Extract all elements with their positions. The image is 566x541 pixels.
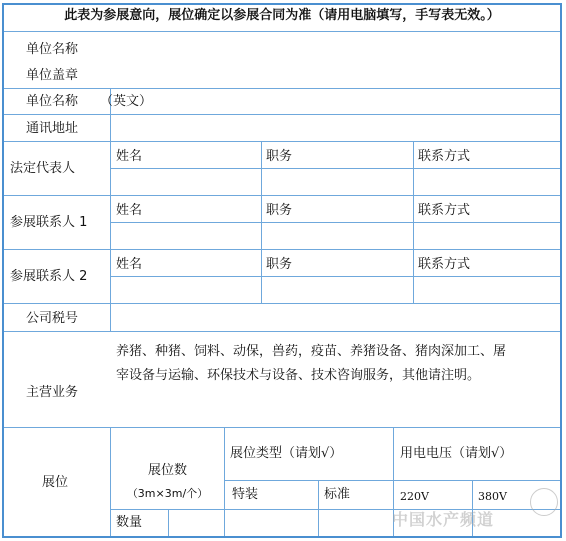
contact2-title-label: 职务: [266, 257, 293, 272]
booth-type-label: 展位类型（请划√）: [230, 446, 343, 461]
v380-label: 380V: [478, 490, 507, 503]
legal-rep-title-field[interactable]: [262, 169, 413, 195]
unit-name-field[interactable]: [111, 32, 560, 88]
divider: [4, 195, 560, 196]
divider: [4, 88, 560, 89]
booth-label: 展位: [42, 475, 69, 490]
contact1-title-label: 职务: [266, 203, 293, 218]
standard-booth-check[interactable]: [319, 510, 393, 536]
divider: [4, 427, 560, 428]
divider: [224, 480, 560, 481]
special-booth-label: 特装: [232, 487, 259, 502]
contact2-name-label: 姓名: [116, 257, 143, 272]
tax-no-label: 公司税号: [26, 311, 79, 326]
watermark-logo-icon: [530, 488, 558, 516]
contact1-label: 参展联系人 1: [10, 215, 88, 230]
divider: [4, 141, 560, 142]
booth-unit-label: （3m×3m/个）: [126, 487, 209, 500]
v220-label: 220V: [400, 490, 429, 503]
booth-count-label: 展位数: [147, 463, 187, 478]
contact2-title-field[interactable]: [262, 277, 413, 303]
contact1-title-field[interactable]: [262, 223, 413, 249]
contact1-name-label: 姓名: [116, 203, 143, 218]
divider: [110, 427, 111, 536]
contact1-contact-label: 联系方式: [418, 203, 471, 218]
address-label: 通讯地址: [26, 121, 79, 136]
business-other-field[interactable]: [111, 392, 560, 426]
watermark-text: 中国水产频道: [392, 510, 495, 529]
legal-rep-contact-field[interactable]: [414, 169, 560, 195]
contact2-contact-field[interactable]: [414, 277, 560, 303]
divider: [4, 331, 560, 332]
contact1-name-field[interactable]: [111, 223, 261, 249]
contact2-contact-label: 联系方式: [418, 257, 471, 272]
business-line-1: 养猪、种猪、饲料、动保，兽药，疫苗、养猪设备、猪肉深加工、屠: [116, 344, 507, 359]
address-field[interactable]: [111, 115, 560, 141]
legal-rep-contact-label: 联系方式: [418, 149, 471, 164]
quantity-label: 数量: [116, 515, 143, 530]
unit-name-label: 单位名称: [26, 42, 79, 57]
contact1-contact-field[interactable]: [414, 223, 560, 249]
main-business-label: 主营业务: [26, 385, 79, 400]
unit-seal-label: 单位盖章: [26, 68, 79, 83]
legal-rep-label: 法定代表人: [10, 161, 76, 176]
power-label: 用电电压（请划√）: [400, 446, 513, 461]
unit-name-en-label: 单位名称: [26, 94, 79, 109]
standard-booth-label: 标准: [324, 487, 351, 502]
contact2-name-field[interactable]: [111, 277, 261, 303]
divider: [4, 249, 560, 250]
legal-rep-title-label: 职务: [266, 149, 293, 164]
tax-no-field[interactable]: [111, 304, 560, 331]
contact2-label: 参展联系人 2: [10, 269, 88, 284]
legal-rep-name-label: 姓名: [116, 149, 143, 164]
special-booth-check[interactable]: [225, 510, 318, 536]
business-line-2: 宰设备与运输、环保技术与设备、技术咨询服务，其他请注明。: [116, 368, 481, 383]
form-notice: 此表为参展意向，展位确定以参展合同为准（请用电脑填写，手写表无效。）: [64, 8, 500, 23]
unit-name-en-hint: （英文）: [100, 94, 153, 109]
legal-rep-name-field[interactable]: [111, 169, 261, 195]
quantity-field[interactable]: [169, 510, 224, 536]
